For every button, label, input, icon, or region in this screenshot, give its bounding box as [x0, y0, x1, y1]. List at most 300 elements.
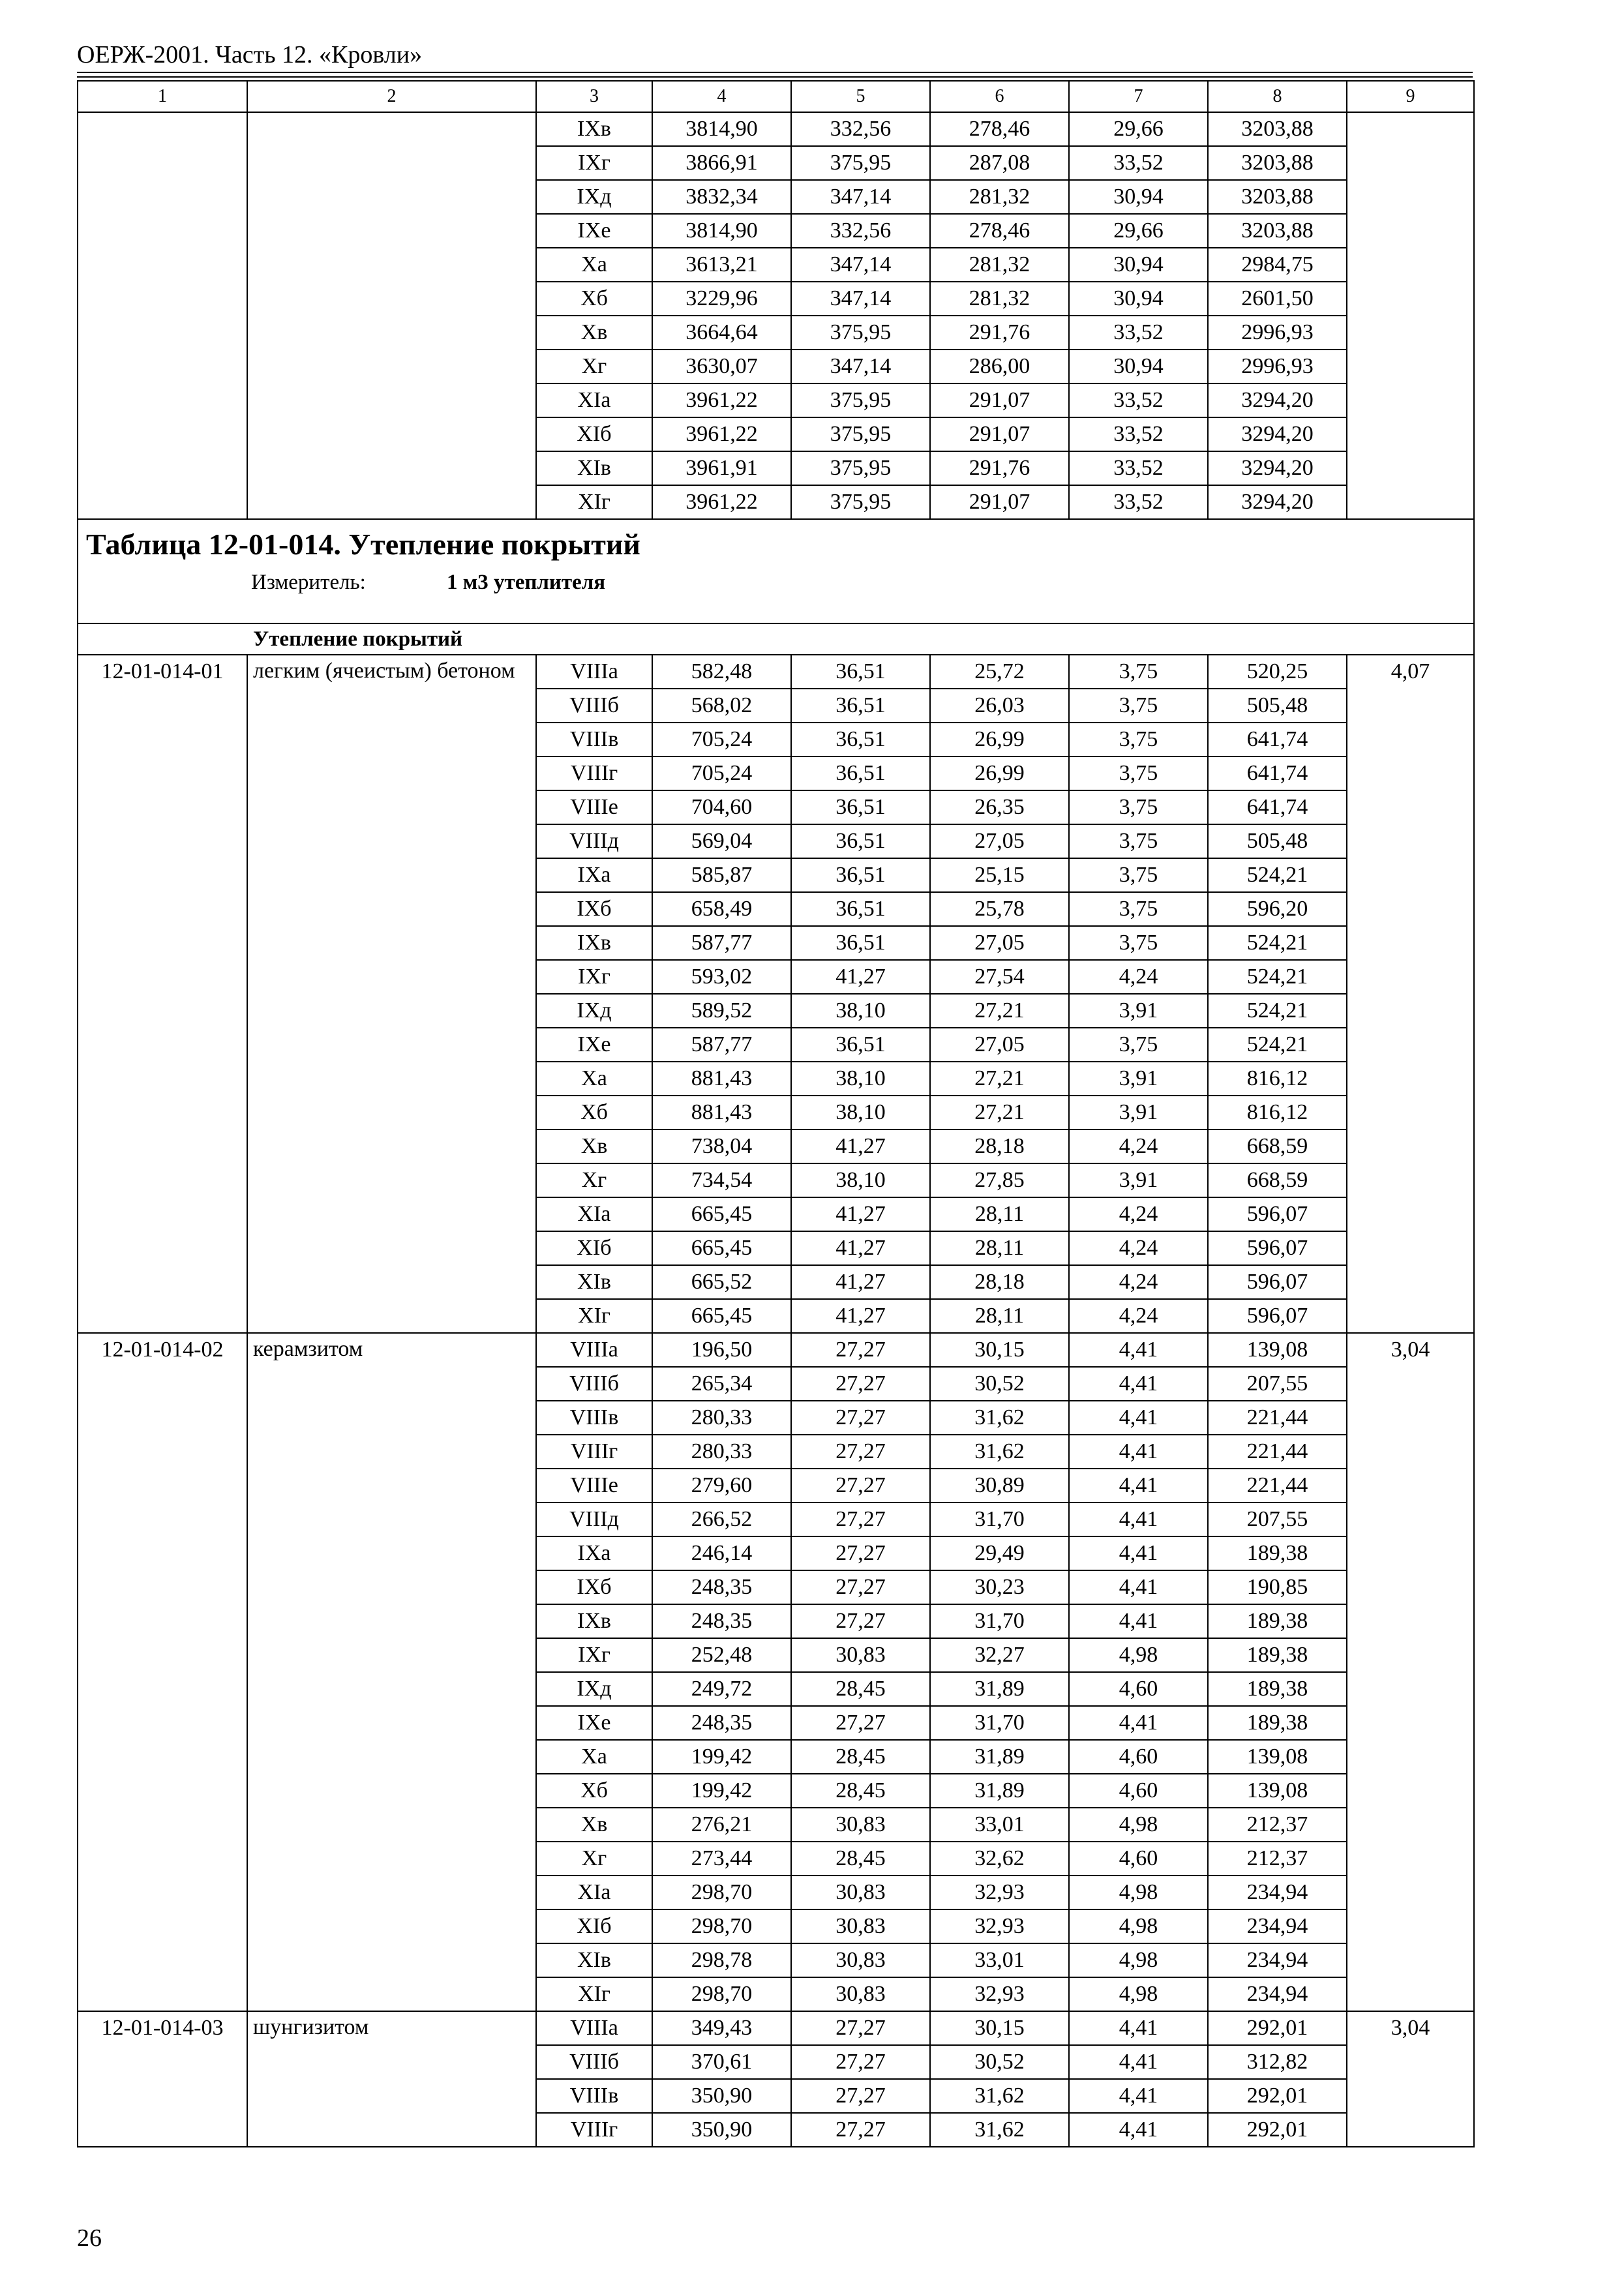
labor-costs-cell: 38,10	[791, 1096, 930, 1130]
machinist-wages-cell: 3,75	[1069, 723, 1208, 756]
machine-costs-cell: 27,21	[930, 1096, 1069, 1130]
labor-costs-cell: 375,95	[791, 451, 930, 485]
machine-costs-cell: 278,46	[930, 112, 1069, 146]
machine-costs-cell: 28,11	[930, 1231, 1069, 1265]
direct-costs-cell: 280,33	[652, 1435, 791, 1469]
machine-costs-cell: 31,89	[930, 1740, 1069, 1774]
price-zone-cell: IXа	[536, 858, 652, 892]
machinist-wages-cell: 4,41	[1069, 1604, 1208, 1638]
labor-costs-cell: 41,27	[791, 1231, 930, 1265]
machine-costs-cell: 278,46	[930, 214, 1069, 248]
machinist-wages-cell: 4,98	[1069, 1909, 1208, 1943]
price-zone-cell: Xг	[536, 350, 652, 383]
table-title-row	[78, 519, 1474, 623]
material-costs-cell: 3203,88	[1208, 214, 1347, 248]
section-heading: Утепление покрытий	[78, 623, 1474, 655]
price-zone-cell: IXб	[536, 892, 652, 926]
price-zone-cell: IXд	[536, 994, 652, 1028]
machinist-wages-cell: 30,94	[1069, 248, 1208, 282]
machine-costs-cell: 30,15	[930, 2011, 1069, 2045]
machine-costs-cell: 30,15	[930, 1333, 1069, 1367]
machinist-wages-cell: 3,75	[1069, 892, 1208, 926]
direct-costs-cell: 248,35	[652, 1604, 791, 1638]
direct-costs-cell: 350,90	[652, 2079, 791, 2113]
material-costs-cell: 668,59	[1208, 1163, 1347, 1197]
material-costs-cell: 524,21	[1208, 994, 1347, 1028]
header-rule	[77, 72, 1473, 73]
price-zone-cell: IXг	[536, 146, 652, 180]
material-costs-cell: 234,94	[1208, 1943, 1347, 1977]
machine-costs-cell: 30,23	[930, 1570, 1069, 1604]
machine-costs-cell: 291,07	[930, 417, 1069, 451]
machine-costs-cell: 26,99	[930, 723, 1069, 756]
direct-costs-cell: 298,70	[652, 1876, 791, 1909]
material-costs-cell: 212,37	[1208, 1842, 1347, 1876]
labor-costs-cell: 30,83	[791, 1909, 930, 1943]
material-costs-cell: 312,82	[1208, 2045, 1347, 2079]
machine-costs-cell: 32,93	[930, 1909, 1069, 1943]
material-costs-cell: 221,44	[1208, 1469, 1347, 1503]
labor-costs-cell: 36,51	[791, 892, 930, 926]
labor-costs-cell: 27,27	[791, 1604, 930, 1638]
material-costs-cell: 668,59	[1208, 1130, 1347, 1163]
direct-costs-cell: 273,44	[652, 1842, 791, 1876]
machine-costs-cell: 32,93	[930, 1977, 1069, 2011]
material-costs-cell: 596,20	[1208, 892, 1347, 926]
machinist-wages-cell: 29,66	[1069, 214, 1208, 248]
price-zone-cell: IXе	[536, 1706, 652, 1740]
labor-costs-cell: 375,95	[791, 383, 930, 417]
labor-costs-cell: 27,27	[791, 1536, 930, 1570]
material-costs-cell: 212,37	[1208, 1808, 1347, 1842]
machinist-wages-cell: 4,24	[1069, 1130, 1208, 1163]
machinist-wages-cell: 3,75	[1069, 655, 1208, 689]
machinist-wages-cell: 30,94	[1069, 350, 1208, 383]
column-number: 5	[791, 81, 930, 112]
machinist-wages-cell: 4,41	[1069, 2011, 1208, 2045]
material-costs-cell: 3294,20	[1208, 417, 1347, 451]
labor-costs-cell: 347,14	[791, 180, 930, 214]
machine-costs-cell: 286,00	[930, 350, 1069, 383]
machinist-wages-cell: 4,41	[1069, 1570, 1208, 1604]
machine-costs-cell: 27,05	[930, 926, 1069, 960]
material-costs-cell: 292,01	[1208, 2011, 1347, 2045]
table-title-cell	[78, 519, 1474, 623]
machinist-wages-cell: 3,75	[1069, 824, 1208, 858]
column-number: 8	[1208, 81, 1347, 112]
direct-costs-cell: 3814,90	[652, 112, 791, 146]
machine-costs-cell: 27,05	[930, 824, 1069, 858]
material-costs-cell: 2601,50	[1208, 282, 1347, 316]
machinist-wages-cell: 4,41	[1069, 1401, 1208, 1435]
price-zone-cell: XIб	[536, 1909, 652, 1943]
labor-costs-cell: 36,51	[791, 723, 930, 756]
machinist-wages-cell: 4,98	[1069, 1876, 1208, 1909]
machinist-wages-cell: 33,52	[1069, 417, 1208, 451]
machine-costs-cell: 32,62	[930, 1842, 1069, 1876]
meter-value: 1 м3 утеплителя	[447, 571, 606, 594]
machine-costs-cell: 291,76	[930, 451, 1069, 485]
material-costs-cell: 641,74	[1208, 790, 1347, 824]
price-zone-cell: XIб	[536, 1231, 652, 1265]
price-zone-cell: VIIIг	[536, 1435, 652, 1469]
price-zone-cell: IXв	[536, 112, 652, 146]
price-zone-cell: IXе	[536, 1028, 652, 1062]
direct-costs-cell: 279,60	[652, 1469, 791, 1503]
material-costs-cell: 234,94	[1208, 1876, 1347, 1909]
machine-costs-cell: 281,32	[930, 248, 1069, 282]
machine-costs-cell: 30,52	[930, 1367, 1069, 1401]
price-zone-cell: VIIIд	[536, 1503, 652, 1536]
machinist-wages-cell: 4,41	[1069, 1706, 1208, 1740]
direct-costs-cell: 249,72	[652, 1672, 791, 1706]
direct-costs-cell: 582,48	[652, 655, 791, 689]
price-zone-cell: VIIIб	[536, 2045, 652, 2079]
machine-costs-cell: 31,62	[930, 1401, 1069, 1435]
material-costs-cell: 234,94	[1208, 1977, 1347, 2011]
machine-costs-cell: 30,52	[930, 2045, 1069, 2079]
price-zone-cell: Xб	[536, 282, 652, 316]
price-zone-cell: XIа	[536, 1197, 652, 1231]
table-row	[78, 1333, 1474, 1367]
name-cell: шунгизитом	[247, 2011, 536, 2147]
machine-costs-cell: 31,89	[930, 1672, 1069, 1706]
direct-costs-cell: 276,21	[652, 1808, 791, 1842]
price-zone-cell: Xа	[536, 1062, 652, 1096]
labor-costs-cell: 41,27	[791, 1130, 930, 1163]
column-number: 3	[536, 81, 652, 112]
labor-costs-cell: 27,27	[791, 1570, 930, 1604]
labor-costs-cell: 36,51	[791, 926, 930, 960]
norm-cell	[1347, 112, 1474, 519]
direct-costs-cell: 738,04	[652, 1130, 791, 1163]
labor-costs-cell: 27,27	[791, 1401, 930, 1435]
labor-costs-cell: 375,95	[791, 485, 930, 519]
machinist-wages-cell: 3,75	[1069, 858, 1208, 892]
machinist-wages-cell: 3,75	[1069, 926, 1208, 960]
price-zone-cell: VIIIв	[536, 723, 652, 756]
machine-costs-cell: 29,49	[930, 1536, 1069, 1570]
machinist-wages-cell: 4,98	[1069, 1638, 1208, 1672]
price-zone-cell: IXе	[536, 214, 652, 248]
labor-costs-cell: 36,51	[791, 824, 930, 858]
machine-costs-cell: 27,05	[930, 1028, 1069, 1062]
machinist-wages-cell: 3,91	[1069, 1163, 1208, 1197]
labor-costs-cell: 27,27	[791, 1435, 930, 1469]
labor-costs-cell: 375,95	[791, 417, 930, 451]
machine-costs-cell: 281,32	[930, 282, 1069, 316]
material-costs-cell: 3203,88	[1208, 180, 1347, 214]
table-row	[78, 2011, 1474, 2045]
material-costs-cell: 139,08	[1208, 1333, 1347, 1367]
direct-costs-cell: 589,52	[652, 994, 791, 1028]
material-costs-cell: 596,07	[1208, 1265, 1347, 1299]
price-zone-cell: XIг	[536, 1299, 652, 1333]
machine-costs-cell: 28,18	[930, 1130, 1069, 1163]
price-zone-cell: XIв	[536, 1265, 652, 1299]
section-heading-row	[78, 623, 1474, 655]
price-zone-cell: Xа	[536, 248, 652, 282]
machinist-wages-cell: 29,66	[1069, 112, 1208, 146]
labor-costs-cell: 332,56	[791, 214, 930, 248]
machinist-wages-cell: 3,75	[1069, 790, 1208, 824]
machine-costs-cell: 291,07	[930, 485, 1069, 519]
direct-costs-cell: 248,35	[652, 1570, 791, 1604]
direct-costs-cell: 3832,34	[652, 180, 791, 214]
direct-costs-cell: 568,02	[652, 689, 791, 723]
machine-costs-cell: 28,11	[930, 1299, 1069, 1333]
name-cell: керамзитом	[247, 1333, 536, 2011]
machine-costs-cell: 28,11	[930, 1197, 1069, 1231]
machine-costs-cell: 26,03	[930, 689, 1069, 723]
labor-costs-cell: 38,10	[791, 994, 930, 1028]
direct-costs-cell: 370,61	[652, 2045, 791, 2079]
price-zone-cell: VIIIд	[536, 824, 652, 858]
labor-costs-cell: 38,10	[791, 1062, 930, 1096]
machine-costs-cell: 33,01	[930, 1943, 1069, 1977]
price-zone-cell: VIIIг	[536, 756, 652, 790]
price-zone-cell: Xв	[536, 1808, 652, 1842]
machinist-wages-cell: 4,60	[1069, 1842, 1208, 1876]
machine-costs-cell: 26,99	[930, 756, 1069, 790]
direct-costs-cell: 3664,64	[652, 316, 791, 350]
labor-costs-cell: 36,51	[791, 655, 930, 689]
labor-costs-cell: 41,27	[791, 960, 930, 994]
direct-costs-cell: 3613,21	[652, 248, 791, 282]
direct-costs-cell: 3866,91	[652, 146, 791, 180]
price-zone-cell: VIIIб	[536, 1367, 652, 1401]
material-costs-cell: 596,07	[1208, 1231, 1347, 1265]
direct-costs-cell: 246,14	[652, 1536, 791, 1570]
direct-costs-cell: 3961,22	[652, 383, 791, 417]
machinist-wages-cell: 4,60	[1069, 1672, 1208, 1706]
rates-table	[77, 80, 1475, 2147]
price-zone-cell: IXв	[536, 1604, 652, 1638]
column-number: 2	[247, 81, 536, 112]
price-zone-cell: IXв	[536, 926, 652, 960]
machinist-wages-cell: 4,41	[1069, 1367, 1208, 1401]
machinist-wages-cell: 4,24	[1069, 1299, 1208, 1333]
table-body	[78, 81, 1474, 2147]
code-cell: 12-01-014-03	[78, 2011, 247, 2147]
machine-costs-cell: 31,62	[930, 2079, 1069, 2113]
price-zone-cell: XIв	[536, 451, 652, 485]
name-cell: легким (ячеистым) бетоном	[247, 655, 536, 1333]
material-costs-cell: 221,44	[1208, 1401, 1347, 1435]
labor-costs-cell: 375,95	[791, 146, 930, 180]
price-zone-cell: IXд	[536, 1672, 652, 1706]
material-costs-cell: 524,21	[1208, 1028, 1347, 1062]
material-costs-cell: 3294,20	[1208, 383, 1347, 417]
material-costs-cell: 2984,75	[1208, 248, 1347, 282]
direct-costs-cell: 199,42	[652, 1774, 791, 1808]
price-zone-cell: IXг	[536, 1638, 652, 1672]
direct-costs-cell: 665,52	[652, 1265, 791, 1299]
machinist-wages-cell: 4,41	[1069, 1469, 1208, 1503]
direct-costs-cell: 593,02	[652, 960, 791, 994]
direct-costs-cell: 266,52	[652, 1503, 791, 1536]
direct-costs-cell: 3961,22	[652, 417, 791, 451]
machine-costs-cell: 33,01	[930, 1808, 1069, 1842]
labor-costs-cell: 27,27	[791, 2011, 930, 2045]
material-costs-cell: 2996,93	[1208, 316, 1347, 350]
machinist-wages-cell: 4,41	[1069, 1536, 1208, 1570]
direct-costs-cell: 3229,96	[652, 282, 791, 316]
material-costs-cell: 3294,20	[1208, 451, 1347, 485]
column-number: 4	[652, 81, 791, 112]
labor-costs-cell: 28,45	[791, 1774, 930, 1808]
machinist-wages-cell: 33,52	[1069, 316, 1208, 350]
direct-costs-cell: 734,54	[652, 1163, 791, 1197]
material-costs-cell: 292,01	[1208, 2113, 1347, 2147]
price-zone-cell: IXг	[536, 960, 652, 994]
machine-costs-cell: 287,08	[930, 146, 1069, 180]
price-zone-cell: VIIIв	[536, 1401, 652, 1435]
material-costs-cell: 207,55	[1208, 1367, 1347, 1401]
machinist-wages-cell: 3,75	[1069, 689, 1208, 723]
labor-costs-cell: 347,14	[791, 248, 930, 282]
direct-costs-cell: 298,70	[652, 1909, 791, 1943]
labor-costs-cell: 30,83	[791, 1943, 930, 1977]
price-zone-cell: VIIIб	[536, 689, 652, 723]
material-costs-cell: 221,44	[1208, 1435, 1347, 1469]
machinist-wages-cell: 4,98	[1069, 1943, 1208, 1977]
column-number: 9	[1347, 81, 1474, 112]
direct-costs-cell: 350,90	[652, 2113, 791, 2147]
machinist-wages-cell: 4,98	[1069, 1977, 1208, 2011]
material-costs-cell: 816,12	[1208, 1062, 1347, 1096]
material-costs-cell: 816,12	[1208, 1096, 1347, 1130]
machine-costs-cell: 31,70	[930, 1706, 1069, 1740]
material-costs-cell: 292,01	[1208, 2079, 1347, 2113]
table-row	[78, 655, 1474, 689]
material-costs-cell: 189,38	[1208, 1706, 1347, 1740]
labor-costs-cell: 30,83	[791, 1808, 930, 1842]
labor-costs-cell: 36,51	[791, 858, 930, 892]
direct-costs-cell: 585,87	[652, 858, 791, 892]
material-costs-cell: 234,94	[1208, 1909, 1347, 1943]
price-zone-cell: IXб	[536, 1570, 652, 1604]
direct-costs-cell: 199,42	[652, 1740, 791, 1774]
price-zone-cell: Xг	[536, 1842, 652, 1876]
labor-costs-cell: 36,51	[791, 689, 930, 723]
machine-costs-cell: 27,54	[930, 960, 1069, 994]
price-zone-cell: XIб	[536, 417, 652, 451]
machinist-wages-cell: 4,24	[1069, 1265, 1208, 1299]
direct-costs-cell: 665,45	[652, 1231, 791, 1265]
material-costs-cell: 139,08	[1208, 1740, 1347, 1774]
material-costs-cell: 505,48	[1208, 824, 1347, 858]
machinist-wages-cell: 33,52	[1069, 451, 1208, 485]
material-costs-cell: 524,21	[1208, 926, 1347, 960]
labor-costs-cell: 27,27	[791, 1503, 930, 1536]
labor-costs-cell: 30,83	[791, 1638, 930, 1672]
price-zone-cell: IXд	[536, 180, 652, 214]
norm-cell: 3,04	[1347, 2011, 1474, 2147]
machine-costs-cell: 25,72	[930, 655, 1069, 689]
labor-costs-cell: 28,45	[791, 1672, 930, 1706]
machinist-wages-cell: 30,94	[1069, 282, 1208, 316]
machinist-wages-cell: 33,52	[1069, 485, 1208, 519]
machinist-wages-cell: 4,41	[1069, 1503, 1208, 1536]
direct-costs-cell: 665,45	[652, 1299, 791, 1333]
machine-costs-cell: 281,32	[930, 180, 1069, 214]
code-cell: 12-01-014-01	[78, 655, 247, 1333]
price-zone-cell: VIIIа	[536, 1333, 652, 1367]
machine-costs-cell: 31,62	[930, 2113, 1069, 2147]
material-costs-cell: 2996,93	[1208, 350, 1347, 383]
machine-costs-cell: 31,70	[930, 1604, 1069, 1638]
material-costs-cell: 189,38	[1208, 1672, 1347, 1706]
direct-costs-cell: 248,35	[652, 1706, 791, 1740]
price-zone-cell: Xб	[536, 1774, 652, 1808]
direct-costs-cell: 665,45	[652, 1197, 791, 1231]
column-number: 6	[930, 81, 1069, 112]
machine-costs-cell: 27,21	[930, 994, 1069, 1028]
price-zone-cell: XIа	[536, 383, 652, 417]
material-costs-cell: 189,38	[1208, 1604, 1347, 1638]
labor-costs-cell: 27,27	[791, 1706, 930, 1740]
document-header: ОЕРЖ-2001. Часть 12. «Кровли»	[77, 41, 423, 68]
direct-costs-cell: 881,43	[652, 1062, 791, 1096]
material-costs-cell: 190,85	[1208, 1570, 1347, 1604]
machinist-wages-cell: 3,91	[1069, 994, 1208, 1028]
header-rule-second	[77, 76, 1473, 78]
norm-cell: 3,04	[1347, 1333, 1474, 2011]
direct-costs-cell: 3961,22	[652, 485, 791, 519]
direct-costs-cell: 705,24	[652, 723, 791, 756]
labor-costs-cell: 36,51	[791, 790, 930, 824]
direct-costs-cell: 587,77	[652, 1028, 791, 1062]
direct-costs-cell: 705,24	[652, 756, 791, 790]
material-costs-cell: 520,25	[1208, 655, 1347, 689]
labor-costs-cell: 27,27	[791, 1333, 930, 1367]
name-cell	[247, 112, 536, 519]
material-costs-cell: 596,07	[1208, 1197, 1347, 1231]
machinist-wages-cell: 3,75	[1069, 1028, 1208, 1062]
labor-costs-cell: 28,45	[791, 1842, 930, 1876]
price-zone-cell: Xв	[536, 1130, 652, 1163]
labor-costs-cell: 332,56	[791, 112, 930, 146]
price-zone-cell: VIIIа	[536, 2011, 652, 2045]
direct-costs-cell: 3630,07	[652, 350, 791, 383]
price-zone-cell: Xб	[536, 1096, 652, 1130]
machine-costs-cell: 31,89	[930, 1774, 1069, 1808]
machinist-wages-cell: 4,41	[1069, 1333, 1208, 1367]
labor-costs-cell: 27,27	[791, 2079, 930, 2113]
material-costs-cell: 189,38	[1208, 1638, 1347, 1672]
meter-label: Измеритель:	[251, 571, 366, 594]
column-number-row	[78, 81, 1474, 112]
material-costs-cell: 596,07	[1208, 1299, 1347, 1333]
machinist-wages-cell: 4,41	[1069, 2079, 1208, 2113]
machinist-wages-cell: 4,41	[1069, 1435, 1208, 1469]
direct-costs-cell: 569,04	[652, 824, 791, 858]
material-costs-cell: 3203,88	[1208, 146, 1347, 180]
direct-costs-cell: 3961,91	[652, 451, 791, 485]
machine-costs-cell: 31,70	[930, 1503, 1069, 1536]
code-cell: 12-01-014-02	[78, 1333, 247, 2011]
labor-costs-cell: 38,10	[791, 1163, 930, 1197]
labor-costs-cell: 28,45	[791, 1740, 930, 1774]
machine-costs-cell: 32,93	[930, 1876, 1069, 1909]
machine-costs-cell: 31,62	[930, 1435, 1069, 1469]
direct-costs-cell: 252,48	[652, 1638, 791, 1672]
labor-costs-cell: 41,27	[791, 1299, 930, 1333]
direct-costs-cell: 298,78	[652, 1943, 791, 1977]
price-zone-cell: IXа	[536, 1536, 652, 1570]
labor-costs-cell: 347,14	[791, 282, 930, 316]
